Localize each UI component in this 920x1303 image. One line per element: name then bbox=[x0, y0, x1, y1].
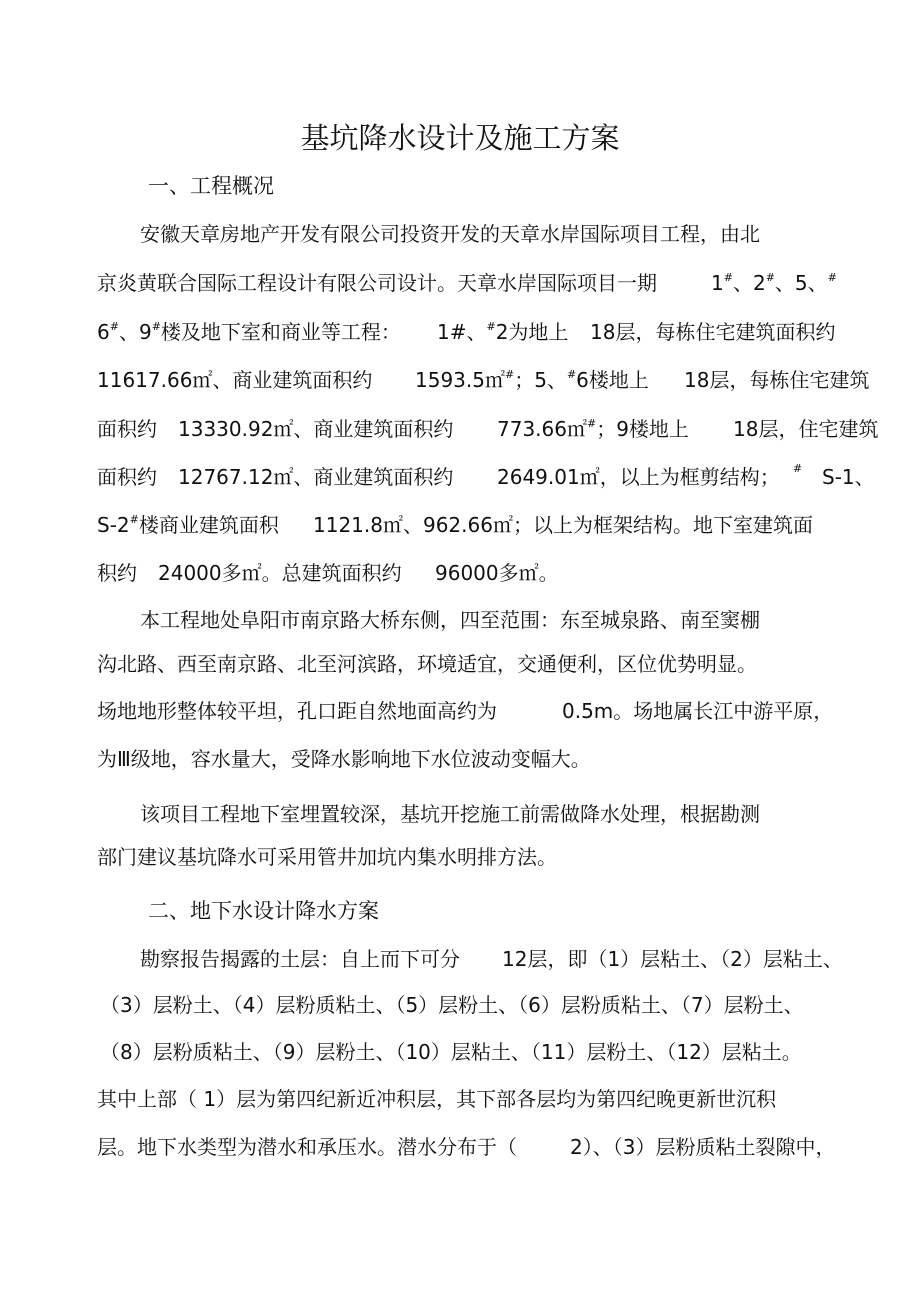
superscript-mark: # bbox=[566, 368, 577, 381]
text-run: 楼商业建筑面积 bbox=[138, 513, 279, 537]
text-run: （3）层粉土、（4）层粉质粘土、（5）层粉土、（6）层粉质粘土、（7）层粉土、 bbox=[100, 993, 804, 1017]
text-run: 11617.66㎡、商业建筑面积约 bbox=[97, 368, 373, 392]
text-run: 楼及地下室和商业等工程： bbox=[160, 320, 401, 344]
text-run: 积约 bbox=[97, 561, 137, 585]
text-run-group bbox=[497, 417, 689, 441]
text-run: 12层，即（1）层粘土、（2）层粘土、 bbox=[502, 947, 843, 971]
superscript-mark: # bbox=[765, 271, 775, 284]
superscript-mark: # bbox=[827, 271, 837, 284]
text-line bbox=[0, 845, 920, 869]
text-run: 0.5m。场地属长江中游平原， bbox=[562, 699, 834, 723]
text-line bbox=[0, 802, 920, 826]
text-run: 面积约 bbox=[97, 465, 157, 489]
text-run: 安徽天章房地产开发有限公司投资开发的天章水岸国际项目工程，由北 bbox=[140, 222, 760, 246]
text-run: 18层，住宅建筑 bbox=[733, 417, 879, 441]
text-run: 、2 bbox=[732, 271, 766, 295]
text-run: 、5、 bbox=[774, 271, 828, 295]
text-run: 2649.01㎡，以上为框剪结构； bbox=[497, 465, 780, 489]
text-run: 京炎黄联合国际工程设计有限公司设计。天章水岸国际项目一期 bbox=[97, 271, 657, 295]
text-run: 其中上部（ 1）层为第四纪新近冲积层，其下部各层均为第四纪晚更新世沉积 bbox=[97, 1087, 777, 1111]
text-run: （8）层粉质粘土、（9）层粉土、（10）层粘土、（11）层粉土、（12）层粘土。 bbox=[100, 1040, 802, 1064]
superscript-mark: # bbox=[486, 320, 496, 333]
text-line bbox=[0, 699, 920, 723]
section-heading: 二、地下水设计降水方案 bbox=[148, 899, 379, 923]
text-run: S-2 bbox=[97, 513, 130, 537]
text-line bbox=[0, 1087, 920, 1111]
text-run: 勘察报告揭露的土层：自上而下可分 bbox=[140, 947, 460, 971]
text-run: 1121.8㎡、962.66㎡；以上为框架结构。地下室建筑面 bbox=[313, 513, 813, 537]
text-run: 1593.5㎡ bbox=[415, 368, 505, 392]
text-line bbox=[0, 462, 920, 489]
superscript-mark: # bbox=[723, 271, 733, 284]
text-line bbox=[0, 608, 920, 632]
text-run: 层。地下水类型为潜水和承压水。潜水分布于（ bbox=[97, 1135, 517, 1159]
text-run: 1#、 bbox=[437, 320, 487, 344]
text-line bbox=[0, 1040, 920, 1064]
text-run: S-1、 bbox=[822, 465, 875, 489]
text-run: 18层，每栋住宅建筑面积约 bbox=[590, 320, 836, 344]
text-run: 部门建议基坑降水可采用管井加坑内集水明排方法。 bbox=[97, 845, 557, 869]
text-run-group bbox=[97, 320, 401, 344]
text-run: 96000多㎡。 bbox=[435, 561, 559, 585]
text-run: 场地地形整体较平坦，孔口距自然地面高约为 bbox=[97, 699, 497, 723]
text-run: 24000多㎡。总建筑面积约 bbox=[158, 561, 402, 585]
text-run: 、9 bbox=[118, 320, 152, 344]
superscript-mark: # bbox=[504, 368, 515, 381]
text-run-group bbox=[437, 320, 568, 344]
text-line bbox=[0, 1135, 920, 1159]
text-run: 面积约 bbox=[97, 417, 157, 441]
text-line bbox=[0, 561, 920, 585]
text-run-group bbox=[415, 368, 649, 392]
text-run: 2为地上 bbox=[495, 320, 569, 344]
superscript-mark: # bbox=[793, 462, 803, 475]
text-line bbox=[0, 320, 920, 344]
section-heading: 一、工程概况 bbox=[148, 174, 274, 198]
text-line bbox=[0, 993, 920, 1017]
text-line bbox=[0, 222, 920, 246]
text-line bbox=[0, 747, 920, 771]
text-run: 13330.92㎡、商业建筑面积约 bbox=[178, 417, 454, 441]
text-run-group bbox=[97, 513, 279, 537]
text-run-group bbox=[711, 271, 837, 295]
text-line bbox=[0, 417, 920, 441]
text-run: 18层，每栋住宅建筑 bbox=[684, 368, 870, 392]
text-run: 773.66㎡ bbox=[497, 417, 587, 441]
text-line bbox=[0, 513, 920, 537]
superscript-mark: # bbox=[151, 320, 161, 333]
superscript-mark: # bbox=[586, 417, 597, 430]
text-run: ；5、 bbox=[514, 368, 567, 392]
text-run: 6楼地上 bbox=[576, 368, 649, 392]
text-run: ；9楼地上 bbox=[596, 417, 689, 441]
superscript-mark: # bbox=[109, 320, 119, 333]
text-run: 12767.12㎡、商业建筑面积约 bbox=[178, 465, 454, 489]
text-line bbox=[0, 947, 920, 971]
text-run: 为Ⅲ级地，容水量大，受降水影响地下水位波动变幅大。 bbox=[97, 747, 591, 771]
superscript-mark: # bbox=[129, 513, 139, 526]
text-run: 2）、（3）层粉质粘土裂隙中， bbox=[570, 1135, 836, 1159]
text-run: 6 bbox=[97, 320, 110, 344]
text-run: 1 bbox=[711, 271, 724, 295]
text-line bbox=[0, 271, 920, 295]
document-title: 基坑降水设计及施工方案 bbox=[300, 121, 620, 155]
text-run: 沟北路、西至南京路、北至河滨路，环境适宜，交通便利，区位优势明显。 bbox=[97, 652, 757, 676]
text-run: 该项目工程地下室埋置较深，基坑开挖施工前需做降水处理，根据勘测 bbox=[140, 802, 760, 826]
text-run: 本工程地处阜阳市南京路大桥东侧，四至范围：东至城泉路、南至窦棚 bbox=[140, 608, 760, 632]
text-line bbox=[0, 652, 920, 676]
text-line bbox=[0, 368, 920, 392]
